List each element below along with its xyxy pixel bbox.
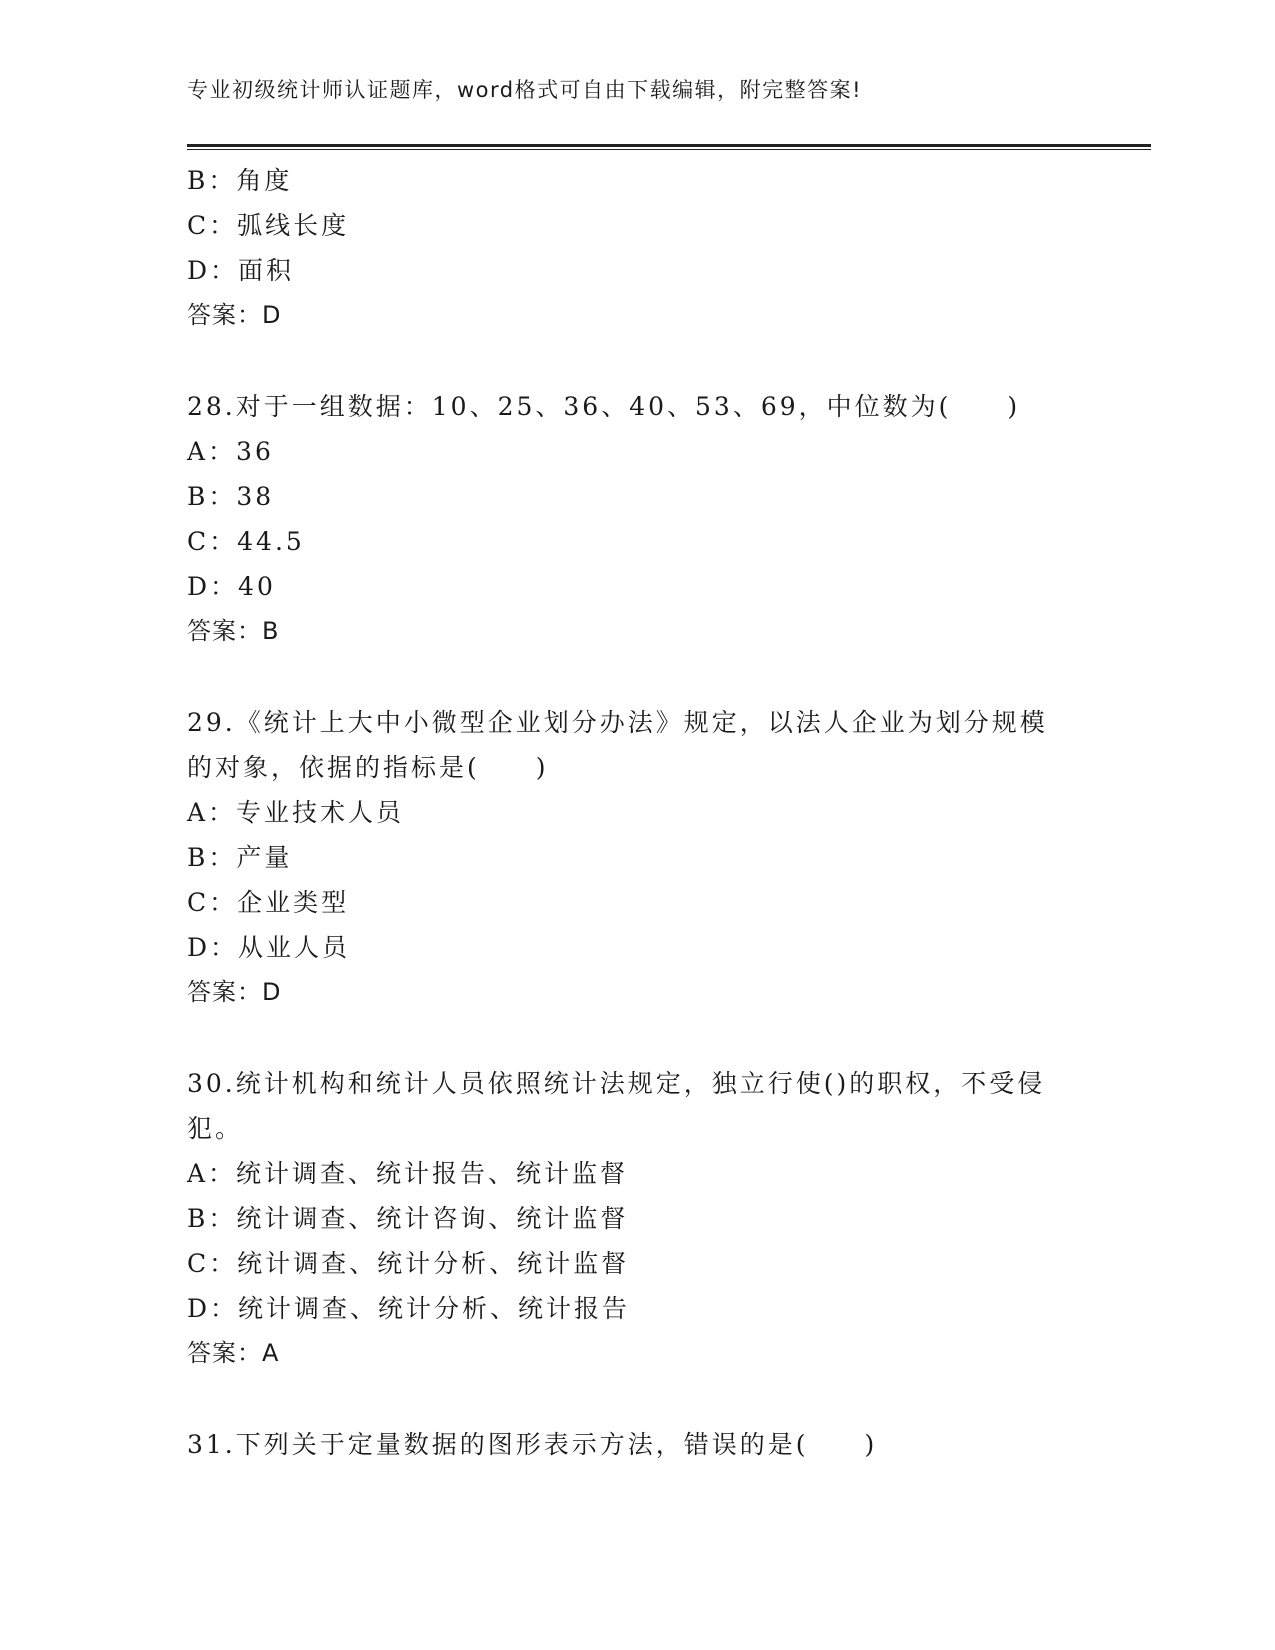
question-text: 29.《统计上大中小微型企业划分办法》规定，以法人企业为划分规模 <box>187 708 1048 737</box>
option-line: B：38 <box>187 482 275 511</box>
answer-line: 答案：D <box>187 978 282 1006</box>
option-line: C：企业类型 <box>187 888 350 917</box>
option-line: B：统计调查、统计咨询、统计监督 <box>187 1204 629 1233</box>
option-line: D：从业人员 <box>187 933 351 962</box>
spacer <box>187 338 1087 384</box>
question-text: 31.下列关于定量数据的图形表示方法，错误的是( ) <box>187 1430 878 1459</box>
question-block <box>187 384 1087 654</box>
question-block <box>187 1422 1087 1467</box>
spacer <box>187 1376 1087 1422</box>
option-line: A：36 <box>187 437 274 466</box>
option-line: B：产量 <box>187 843 293 872</box>
spacer <box>187 654 1087 700</box>
page-header: 专业初级统计师认证题库，word格式可自由下载编辑，附完整答案! <box>187 78 863 102</box>
option-line: B：角度 <box>187 166 293 195</box>
spacer <box>187 1015 1087 1061</box>
question-text: 的对象，依据的指标是( ) <box>187 753 549 782</box>
header-divider <box>187 144 1151 150</box>
option-line: A：专业技术人员 <box>187 798 405 827</box>
question-block <box>187 1061 1087 1376</box>
question-list <box>187 158 1087 1467</box>
answer-line: 答案：B <box>187 617 280 645</box>
option-line: C：44.5 <box>187 527 305 556</box>
option-line: D：40 <box>187 572 276 601</box>
option-line: C：弧线长度 <box>187 211 350 240</box>
answer-line: 答案：A <box>187 1339 280 1367</box>
option-line: C：统计调查、统计分析、统计监督 <box>187 1249 630 1278</box>
question-block <box>187 700 1087 1015</box>
question-text: 28.对于一组数据：10、25、36、40、53、69，中位数为( ) <box>187 392 1021 421</box>
option-line: D：统计调查、统计分析、统计报告 <box>187 1294 631 1323</box>
question-text: 犯。 <box>187 1114 244 1143</box>
answer-line: 答案：D <box>187 301 282 329</box>
question-text: 30.统计机构和统计人员依照统计法规定，独立行使()的职权，不受侵 <box>187 1069 1046 1098</box>
option-line: D：面积 <box>187 256 295 285</box>
option-line: A：统计调查、统计报告、统计监督 <box>187 1159 629 1188</box>
question-block <box>187 158 1087 338</box>
